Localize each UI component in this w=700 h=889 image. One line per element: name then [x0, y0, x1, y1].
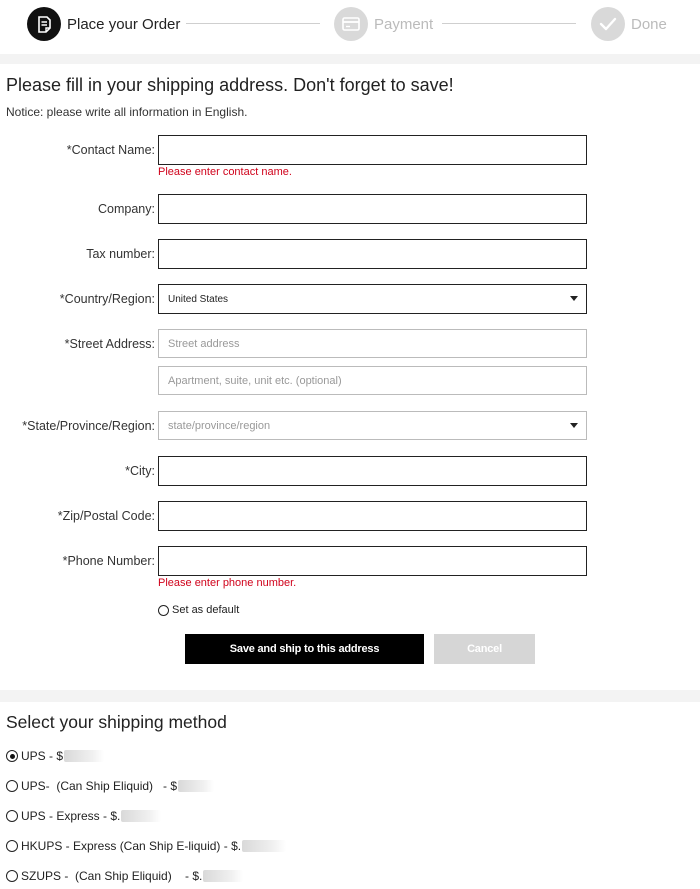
shipping-option-label: UPS - $ [21, 749, 64, 763]
phone-error: Please enter phone number. [158, 577, 297, 589]
shipping-option-ups[interactable] [6, 749, 104, 763]
shipping-method-title: Select your shipping method [6, 712, 227, 732]
company-input[interactable] [158, 194, 587, 224]
price-redacted [64, 750, 104, 762]
set-default-radio[interactable] [158, 605, 169, 616]
shipping-option-ups-express[interactable] [6, 809, 161, 823]
city-label: *City: [125, 464, 155, 478]
shipping-option-label: UPS- (Can Ship Eliquid) - $ [21, 779, 178, 793]
price-redacted [178, 780, 214, 792]
step-connector [186, 23, 320, 24]
state-select[interactable] [158, 411, 587, 440]
country-selected-value: United States [168, 293, 229, 305]
order-document-icon [27, 7, 61, 41]
phone-label: *Phone Number: [62, 554, 155, 568]
shipping-radio[interactable] [6, 750, 18, 762]
step-connector [442, 23, 576, 24]
shipping-option-label: HKUPS - Express (Can Ship E-liquid) - $. [21, 839, 242, 853]
zip-label: *Zip/Postal Code: [57, 509, 155, 523]
price-redacted [242, 840, 286, 852]
set-default-label: Set as default [172, 604, 240, 616]
price-redacted [203, 870, 243, 882]
shipping-option-hkups-express[interactable] [6, 839, 286, 853]
card-icon [334, 7, 368, 41]
dropdown-caret-icon [570, 423, 578, 428]
zip-input[interactable] [158, 501, 587, 531]
cancel-button[interactable]: Cancel [434, 634, 535, 664]
contact-name-error: Please enter contact name. [158, 166, 292, 178]
shipping-option-ups-eliquid[interactable] [6, 779, 214, 793]
checkmark-icon [591, 7, 625, 41]
set-default-option[interactable] [158, 604, 239, 616]
shipping-radio[interactable] [6, 780, 18, 792]
shipping-option-szups[interactable] [6, 869, 243, 883]
street-label: *Street Address: [64, 337, 155, 351]
english-notice: Notice: please write all information in English. [6, 105, 248, 119]
state-label: *State/Province/Region: [22, 419, 155, 433]
address-title: Please fill in your shipping address. Don't forget to save! [6, 75, 454, 95]
company-label: Company: [98, 202, 155, 216]
step-label-done: Done [631, 15, 667, 33]
price-redacted [121, 810, 161, 822]
city-input[interactable] [158, 456, 587, 486]
step-done [591, 7, 667, 41]
shipping-radio[interactable] [6, 870, 18, 882]
dropdown-caret-icon [570, 296, 578, 301]
phone-input[interactable] [158, 546, 587, 576]
state-placeholder: state/province/region [168, 419, 271, 432]
checkout-stepper [0, 0, 700, 54]
contact-name-label: *Contact Name: [66, 143, 155, 157]
shipping-method-panel [0, 702, 700, 889]
tax-number-input[interactable] [158, 239, 587, 269]
tax-number-label: Tax number: [86, 247, 155, 261]
save-address-button[interactable]: Save and ship to this address [185, 634, 424, 664]
shipping-address-panel [0, 64, 700, 690]
country-label: *Country/Region: [59, 292, 155, 306]
contact-name-input[interactable] [158, 135, 587, 165]
shipping-radio[interactable] [6, 840, 18, 852]
shipping-option-label: SZUPS - (Can Ship Eliquid) - $. [21, 869, 203, 883]
country-select[interactable] [158, 284, 587, 314]
street-address-line2-input[interactable] [158, 366, 587, 395]
shipping-option-label: UPS - Express - $. [21, 809, 121, 823]
step-payment [334, 7, 433, 41]
street-address-input[interactable] [158, 329, 587, 358]
step-label-place-order: Place your Order [67, 15, 181, 33]
shipping-radio[interactable] [6, 810, 18, 822]
step-label-payment: Payment [374, 15, 434, 33]
step-place-order [27, 7, 180, 41]
